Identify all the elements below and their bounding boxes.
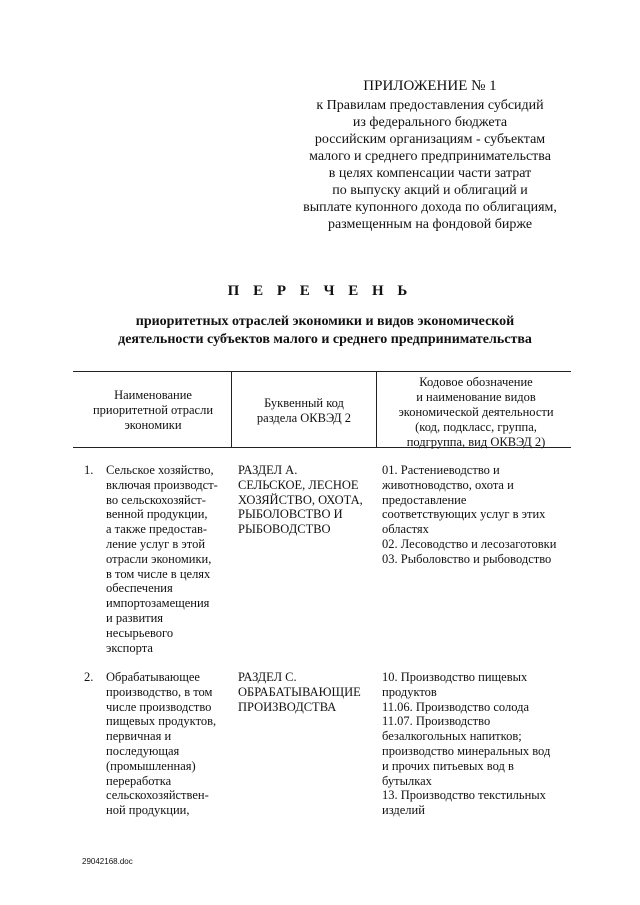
row-industry: Обрабатывающее производство, в том числе производство пищевых продуктов, первичная и последующая (промышленная) переработка сельскохозяйствен- ной продукции, [106, 670, 217, 818]
column-divider [376, 371, 377, 448]
appendix-title: ПРИЛОЖЕНИЕ № 1 [363, 78, 497, 94]
header-industry: Наименование приоритетной отрасли экономики [92, 388, 214, 432]
appendix-line: в целях компенсации части затрат [328, 166, 532, 181]
header-section-code: Буквенный код раздела ОКВЭД 2 [256, 396, 352, 425]
row-number: 2. [84, 670, 94, 684]
footer-filename: 29042168.doc [82, 857, 133, 866]
appendix-line: к Правилам предоставления субсидий [316, 98, 544, 113]
column-divider [231, 371, 232, 448]
appendix-block [260, 78, 600, 233]
document-title: П Е Р Е Ч Е Н Ь [227, 283, 413, 299]
subtitle-line: приоритетных отраслей экономики и видов экономической [135, 314, 515, 329]
row-section: РАЗДЕЛ С. ОБРАБАТЫВАЮЩИЕ ПРОИЗВОДСТВА [238, 670, 361, 714]
row-activities: 01. Растениеводство и животноводство, охота и предоставление соответствующих услуг в этих областях 02. Лесоводство и лесозаготовки 03. Рыболовство и рыбоводство [382, 463, 557, 566]
appendix-line: выплате купонного дохода по облигациям, [303, 200, 557, 215]
document-subtitle [80, 313, 570, 349]
row-industry: Сельское хозяйство, включая производст- во сельскохозяйст- венной продукции, а также предостав- ление услуг в этой отрасли экономики, в том числе в целях обеспечения импортозамещения и развития несырьевого экспорта [106, 463, 218, 655]
row-section: РАЗДЕЛ А. СЕЛЬСКОЕ, ЛЕСНОЕ ХОЗЯЙСТВО, ОХОТА, РЫБОЛОВСТВО И РЫБОВОДСТВО [238, 463, 363, 537]
table-top-rule [73, 371, 571, 372]
subtitle-line: деятельности субъектов малого и среднего предпринимательства [118, 332, 532, 347]
appendix-line: по выпуску акций и облигаций и [332, 183, 528, 198]
appendix-line: малого и среднего предпринимательства [309, 149, 551, 164]
row-activities: 10. Производство пищевых продуктов 11.06. Производство солода 11.07. Производство безалкогольных напитков; производство минеральных вод и прочих питьевых вод в бутылках 13. Производство текстильных изделий [382, 670, 551, 818]
appendix-line: из федерального бюджета [352, 115, 508, 130]
row-number: 1. [84, 463, 94, 477]
appendix-line: российским организациям - субъектам [314, 132, 546, 147]
appendix-line: размещенным на фондовой бирже [327, 217, 533, 232]
header-activity-code: Кодовое обозначение и наименование видов экономической деятельности (код, подкласс, группа, подгруппа, вид ОКВЭД 2) [398, 375, 554, 449]
